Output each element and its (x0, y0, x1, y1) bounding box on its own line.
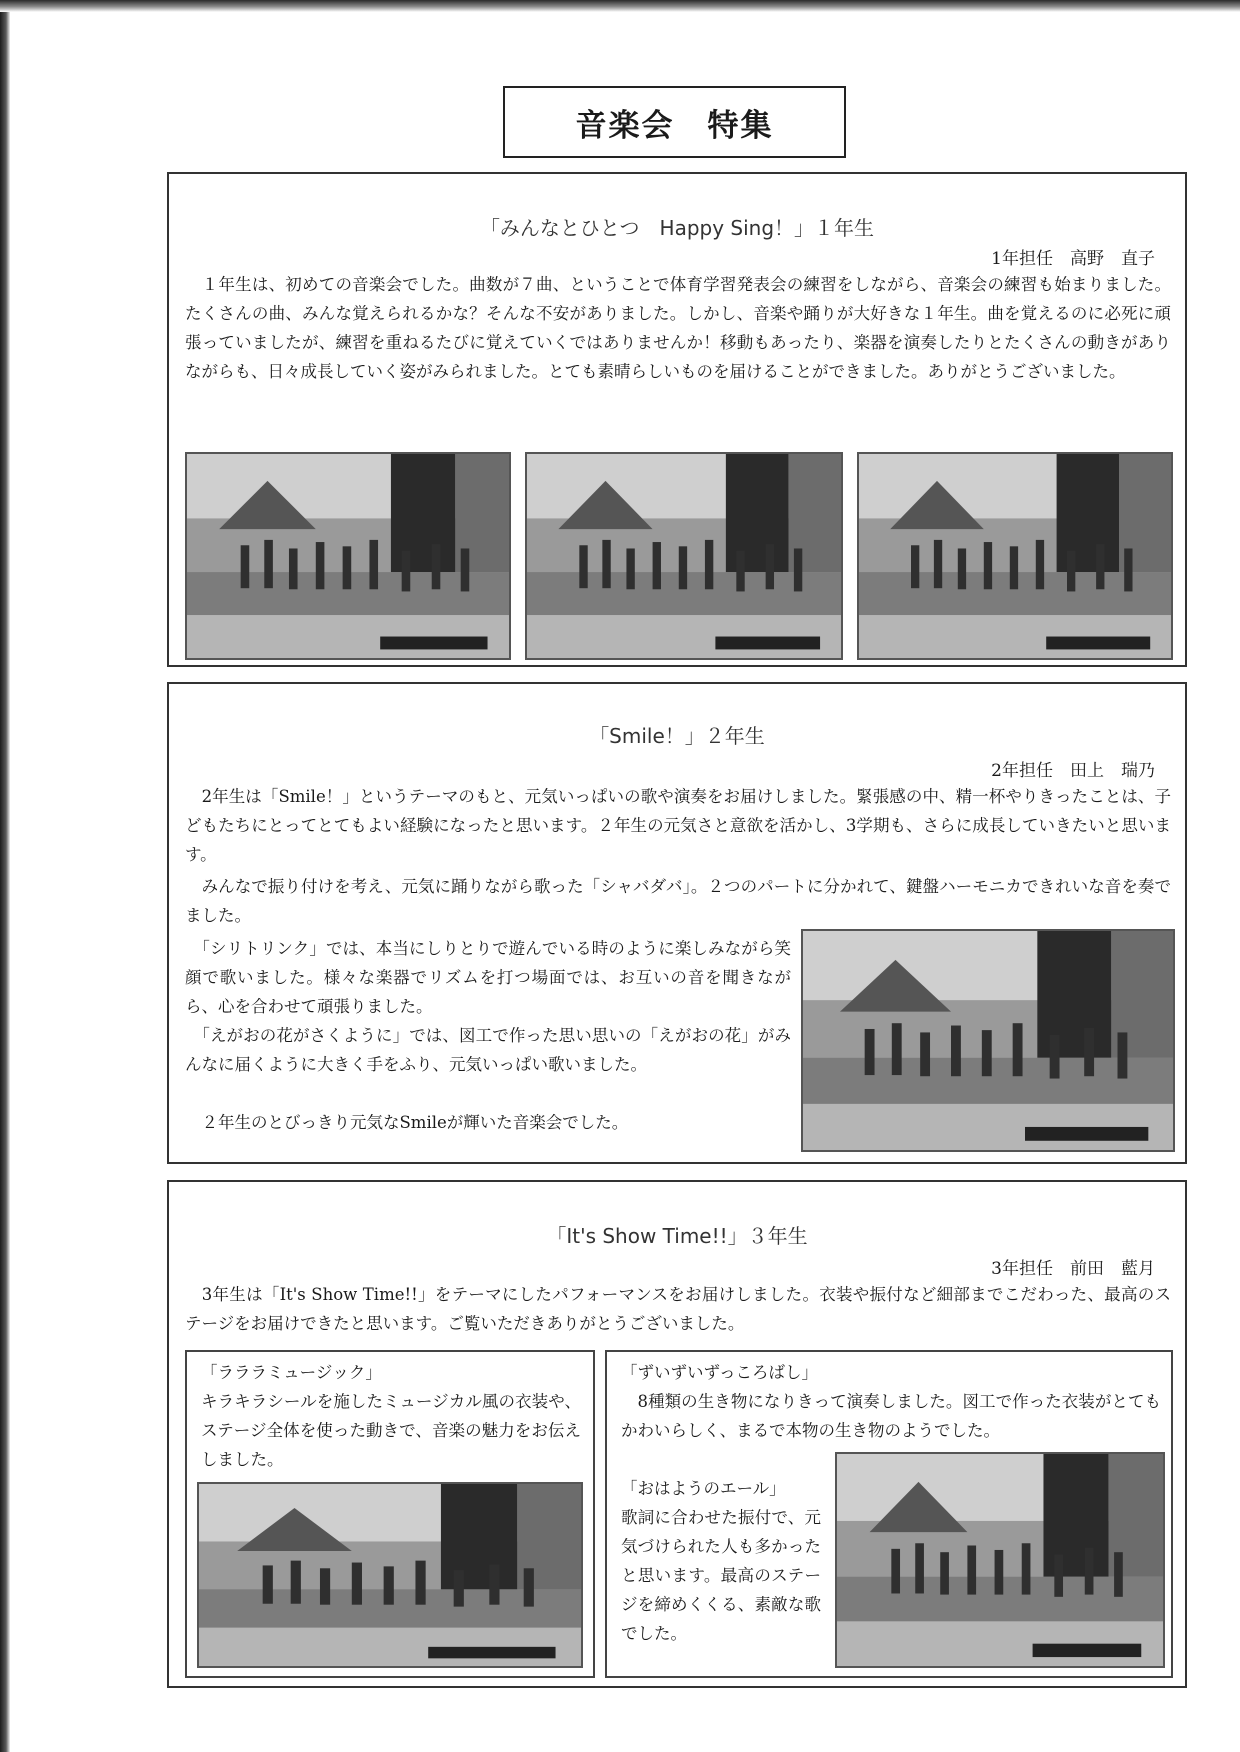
grade3-left-photo (197, 1482, 583, 1668)
grade3-title: 「It's Show Time!!」３年生 (546, 1224, 808, 1248)
grade3-right-text-2: 歌詞に合わせた振付で、元気づけられた人も多かったと思います。最高のステージを締めくくる、素敵な歌でした。 (621, 1508, 821, 1643)
grade1-body: １年生は、初めての音楽会でした。曲数が７曲、ということで体育学習発表会の練習をしながら、音楽会の練習も始まりました。たくさんの曲、みんな覚えられるかな？そんな不安がありました。しかし、音楽や踊りが大好きな１年生。曲を覚えるのに必死に頑張っていましたが、練習を重ねるたびに覚えていくではありませんか！移動もあったり、楽器を演奏したりとたくさんの動きがありながらも、日々成長していく姿がみられました。とても素晴らしいものを届けることができました。ありがとうございました。 (185, 275, 1171, 381)
grade3-left-text: キラキラシールを施したミュージカル風の衣装や、ステージ全体を使った動きで、音楽の魅力をお伝えしました。 (201, 1392, 581, 1469)
grade3-section (167, 1180, 1187, 1688)
grade2-photo (801, 929, 1175, 1152)
page-title: 音楽会 特集 (503, 86, 846, 158)
grade3-left-song: 「ラララミュージック」 (201, 1363, 382, 1382)
grade3-right-song-1: 「ずいずいずっころばし」 (621, 1363, 819, 1382)
grade1-photo-2 (525, 452, 843, 660)
grade2-body-intro: 2年生は「Smile！」というテーマのもと、元気いっぱいの歌や演奏をお届けしました。緊張感の中、精一杯やりきったことは、子どもたちにとってとてもよい経験になったと思います。２年生の元気さと意欲を活かし、3学期も、さらに成長していきたいと思います。 (185, 787, 1171, 864)
grade2-body-egao: 「えがおの花がさくように」では、図工で作った思い思いの「えがおの花」がみんなに届くように大きく手をふり、元気いっぱい歌いました。 (185, 1026, 791, 1074)
grade3-right-panel (605, 1350, 1173, 1678)
grade1-photo-3 (857, 452, 1173, 660)
grade3-right-song-2: 「おはようのエール」 (621, 1479, 786, 1498)
grade2-title: 「Smile！」２年生 (589, 724, 765, 748)
grade3-left-panel (185, 1350, 595, 1678)
grade3-body: 3年生は「It's Show Time!!」をテーマにしたパフォーマンスをお届けしました。衣装や振付など細部までこだわった、最高のステージをお届けできたと思います。ご覧いただきありがとうございました。 (185, 1285, 1171, 1333)
grade3-right-photo (835, 1452, 1165, 1668)
grade2-body-shabadaba: みんなで振り付けを考え、元気に踊りながら歌った「シャバダバ」。２つのパートに分かれて、鍵盤ハーモニカできれいな音を奏でました。 (185, 877, 1171, 925)
grade1-teacher: 1年担任 高野 直子 (991, 249, 1155, 269)
grade1-section (167, 172, 1187, 667)
grade2-teacher: 2年担任 田上 瑞乃 (991, 761, 1155, 781)
grade3-right-text-1: 8種類の生き物になりきって演奏しました。図工で作った衣装がとてもかわいらしく、まるで本物の生き物のようでした。 (621, 1392, 1161, 1440)
grade3-teacher: 3年担任 前田 藍月 (991, 1259, 1155, 1279)
grade2-body-closing: ２年生のとびっきり元気なSmileが輝いた音楽会でした。 (185, 1113, 629, 1132)
grade2-body-shiritorinku: 「シリトリンク」では、本当にしりとりで遊んでいる時のように楽しみながら笑顔で歌いました。様々な楽器でリズムを打つ場面では、お互いの音を聞きながら、心を合わせて頑張りました。 (185, 939, 791, 1016)
grade2-section (167, 682, 1187, 1164)
scan-edge-left (0, 0, 10, 1752)
grade1-title: 「みんなとひとつ Happy Sing！」１年生 (479, 216, 875, 240)
scan-edge-top (0, 0, 1240, 12)
grade1-photo-1 (185, 452, 511, 660)
